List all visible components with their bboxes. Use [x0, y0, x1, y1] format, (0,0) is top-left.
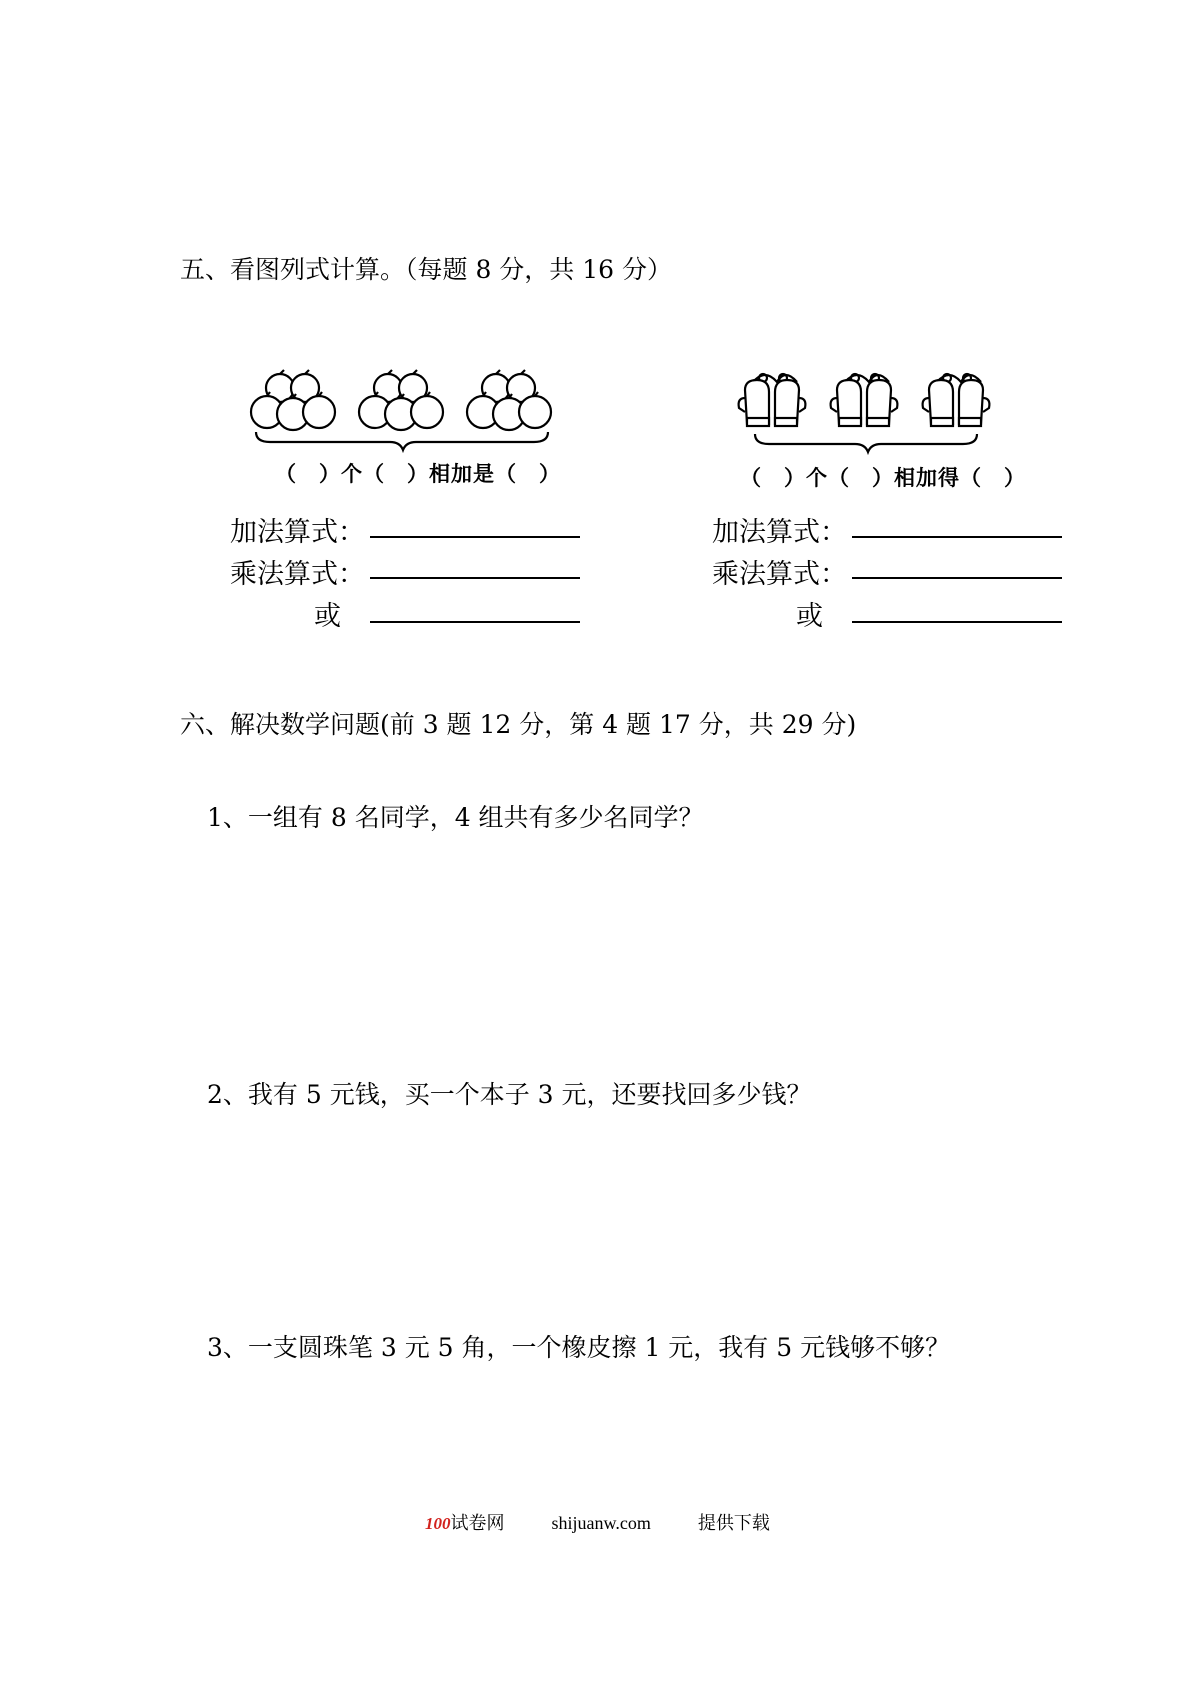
left-or-blank[interactable] — [370, 621, 580, 623]
right-multiplication-label: 乘法算式： — [712, 559, 847, 590]
footer-site[interactable]: shijuanw.com — [551, 1513, 651, 1533]
left-addition-label: 加法算式： — [230, 517, 365, 548]
right-addition-blank[interactable] — [852, 536, 1062, 538]
footer-logo-number: 100 — [425, 1514, 451, 1533]
section-5-heading: 五、看图列式计算。（每题 8 分，共 16 分） — [180, 255, 673, 284]
right-multiplication-blank[interactable] — [852, 577, 1062, 579]
left-or-label: 或 — [314, 601, 341, 632]
footer-note: 提供下载 — [697, 1513, 770, 1533]
left-addition-blank[interactable] — [370, 536, 580, 538]
left-caption: （ ）个（ ）相加是（ ） — [275, 461, 561, 486]
footer — [425, 1509, 770, 1535]
question-3: 3、一支圆珠笔 3 元 5 角，一个橡皮擦 1 元，我有 5 元钱够不够？ — [207, 1333, 951, 1362]
right-or-label: 或 — [796, 601, 823, 632]
question-1: 1、一组有 8 名同学，4 组共有多少名同学？ — [207, 803, 704, 832]
right-caption: （ ）个（ ）相加得（ ） — [740, 465, 1026, 490]
right-or-blank[interactable] — [852, 621, 1062, 623]
right-addition-label: 加法算式： — [712, 517, 847, 548]
footer-logo-text: 试卷网 — [450, 1513, 505, 1533]
left-multiplication-blank[interactable] — [370, 577, 580, 579]
apples-picture — [250, 370, 560, 445]
section-6-heading: 六、解决数学问题(前 3 题 12 分，第 4 题 17 分，共 29 分) — [180, 710, 857, 739]
left-multiplication-label: 乘法算式： — [230, 559, 365, 590]
mittens-picture — [735, 372, 1005, 452]
question-2: 2、我有 5 元钱，买一个本子 3 元，还要找回多少钱？ — [207, 1080, 812, 1109]
